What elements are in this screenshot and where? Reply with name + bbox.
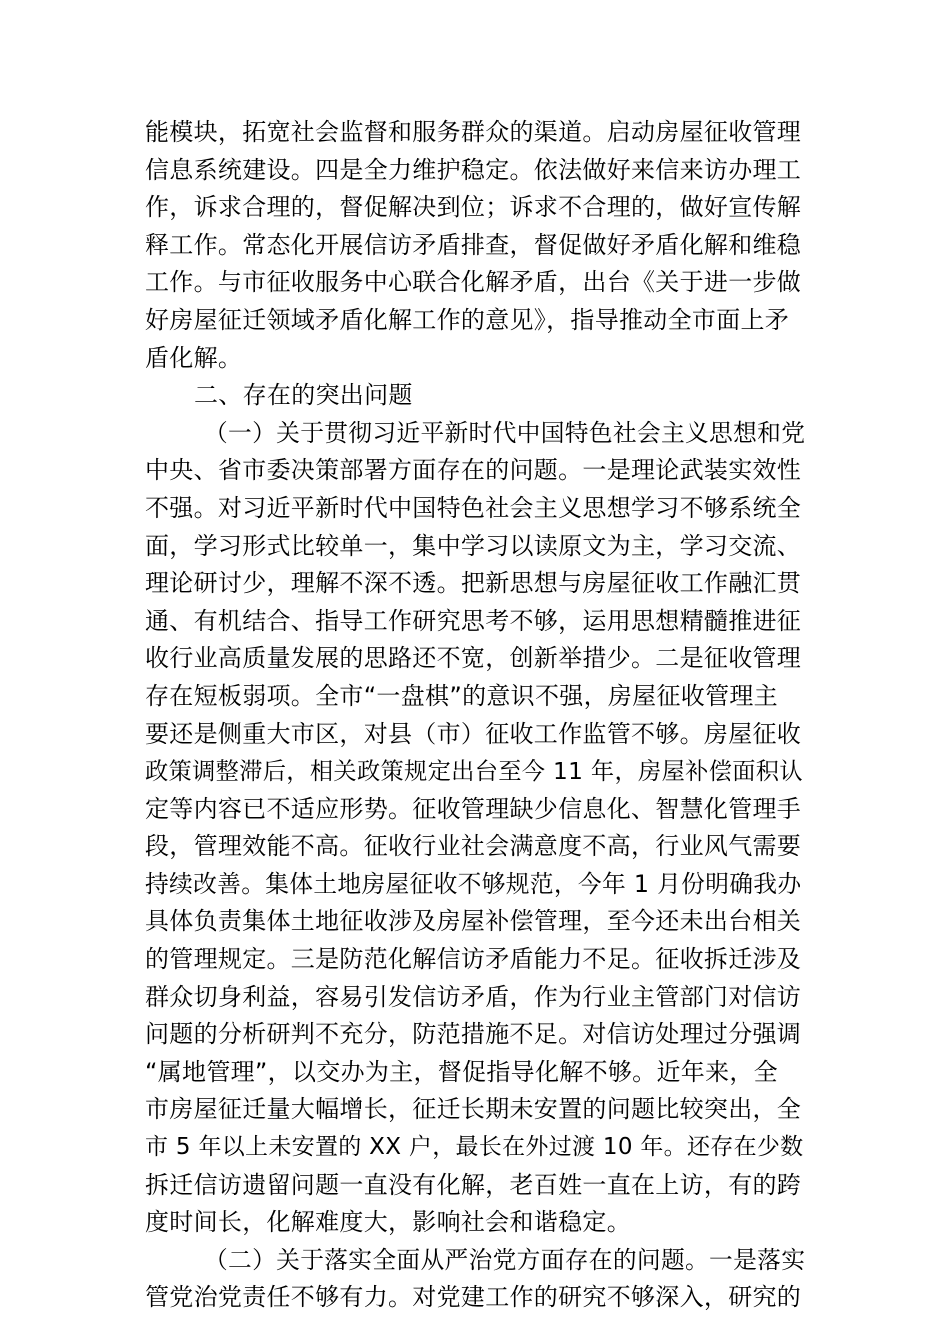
text-line: 市房屋征迁量大幅增长，征迁长期未安置的问题比较突出，全 (145, 1095, 802, 1124)
paragraph-first-line: （二）关于落实全面从严治党方面存在的问题。一是落实 (204, 1245, 806, 1274)
text-line: 面，学习形式比较单一，集中学习以读原文为主，学习交流、 (145, 531, 802, 560)
text-line: 好房屋征迁领域矛盾化解工作的意见》，指导推动全市面上矛 (145, 305, 790, 334)
text-line: 拆迁信访遗留问题一直没有化解，老百姓一直在上访，有的跨 (145, 1170, 802, 1199)
text-line: 工作。与市征收服务中心联合化解矛盾，出台《关于进一步做 (145, 268, 802, 297)
text-line: 理论研讨少，理解不深不透。把新思想与房屋征收工作融汇贯 (145, 569, 802, 598)
text-line: 收行业高质量发展的思路还不宽，创新举措少。二是征收管理 (145, 644, 802, 673)
text-line: 定等内容已不适应形势。征收管理缺少信息化、智慧化管理手 (145, 794, 802, 823)
text-line: 段，管理效能不高。征收行业社会满意度不高，行业风气需要 (145, 832, 802, 861)
text-line: 释工作。常态化开展信访矛盾排查，督促做好矛盾化解和维稳 (145, 230, 802, 259)
text-line: 能模块，拓宽社会监督和服务群众的渠道。启动房屋征收管理 (145, 118, 802, 146)
paragraph-first-line: （一）关于贯彻习近平新时代中国特色社会主义思想和党 (204, 418, 806, 447)
text-line: 中央、省市委决策部署方面存在的问题。一是理论武装实效性 (145, 456, 802, 485)
text-line: 通、有机结合、指导工作研究思考不够，运用思想精髓推进征 (145, 606, 802, 635)
text-line: 度时间长，化解难度大，影响社会和谐稳定。 (145, 1208, 631, 1237)
text-line: 盾化解。 (145, 343, 243, 372)
text-line: 问题的分析研判不充分，防范措施不足。对信访处理过分强调 (145, 1020, 802, 1049)
text-line: 持续改善。集体土地房屋征收不够规范，今年 1 月份明确我办 (145, 869, 802, 898)
text-line: 存在短板弱项。全市“一盘棋”的意识不强，房屋征收管理主 (145, 681, 778, 710)
text-line: 要还是侧重大市区，对县（市）征收工作监管不够。房屋征收 (145, 719, 802, 748)
text-line: 信息系统建设。四是全力维护稳定。依法做好来信来访办理工 (145, 155, 802, 184)
text-line: 管党治党责任不够有力。对党建工作的研究不够深入，研究的 (145, 1283, 802, 1312)
text-line: “属地管理”，以交办为主，督促指导化解不够。近年来，全 (145, 1057, 778, 1086)
text-line: 不强。对习近平新时代中国特色社会主义思想学习不够系统全 (145, 493, 802, 522)
text-line: 具体负责集体土地征收涉及房屋补偿管理，至今还未出台相关 (145, 907, 802, 936)
text-line: 群众切身利益，容易引发信访矛盾，作为行业主管部门对信访 (145, 982, 802, 1011)
document-body (145, 114, 807, 1317)
text-line: 的管理规定。三是防范化解信访矛盾能力不足。征收拆迁涉及 (145, 945, 802, 974)
text-line: 市 5 年以上未安置的 XX 户，最长在外过渡 10 年。还存在少数 (145, 1134, 804, 1161)
text-line: 作，诉求合理的，督促解决到位；诉求不合理的，做好宣传解 (145, 193, 802, 222)
text-line: 政策调整滞后，相关政策规定出台至今 11 年，房屋补偿面积认 (145, 758, 803, 786)
section-heading: 二、存在的突出问题 (194, 381, 413, 410)
